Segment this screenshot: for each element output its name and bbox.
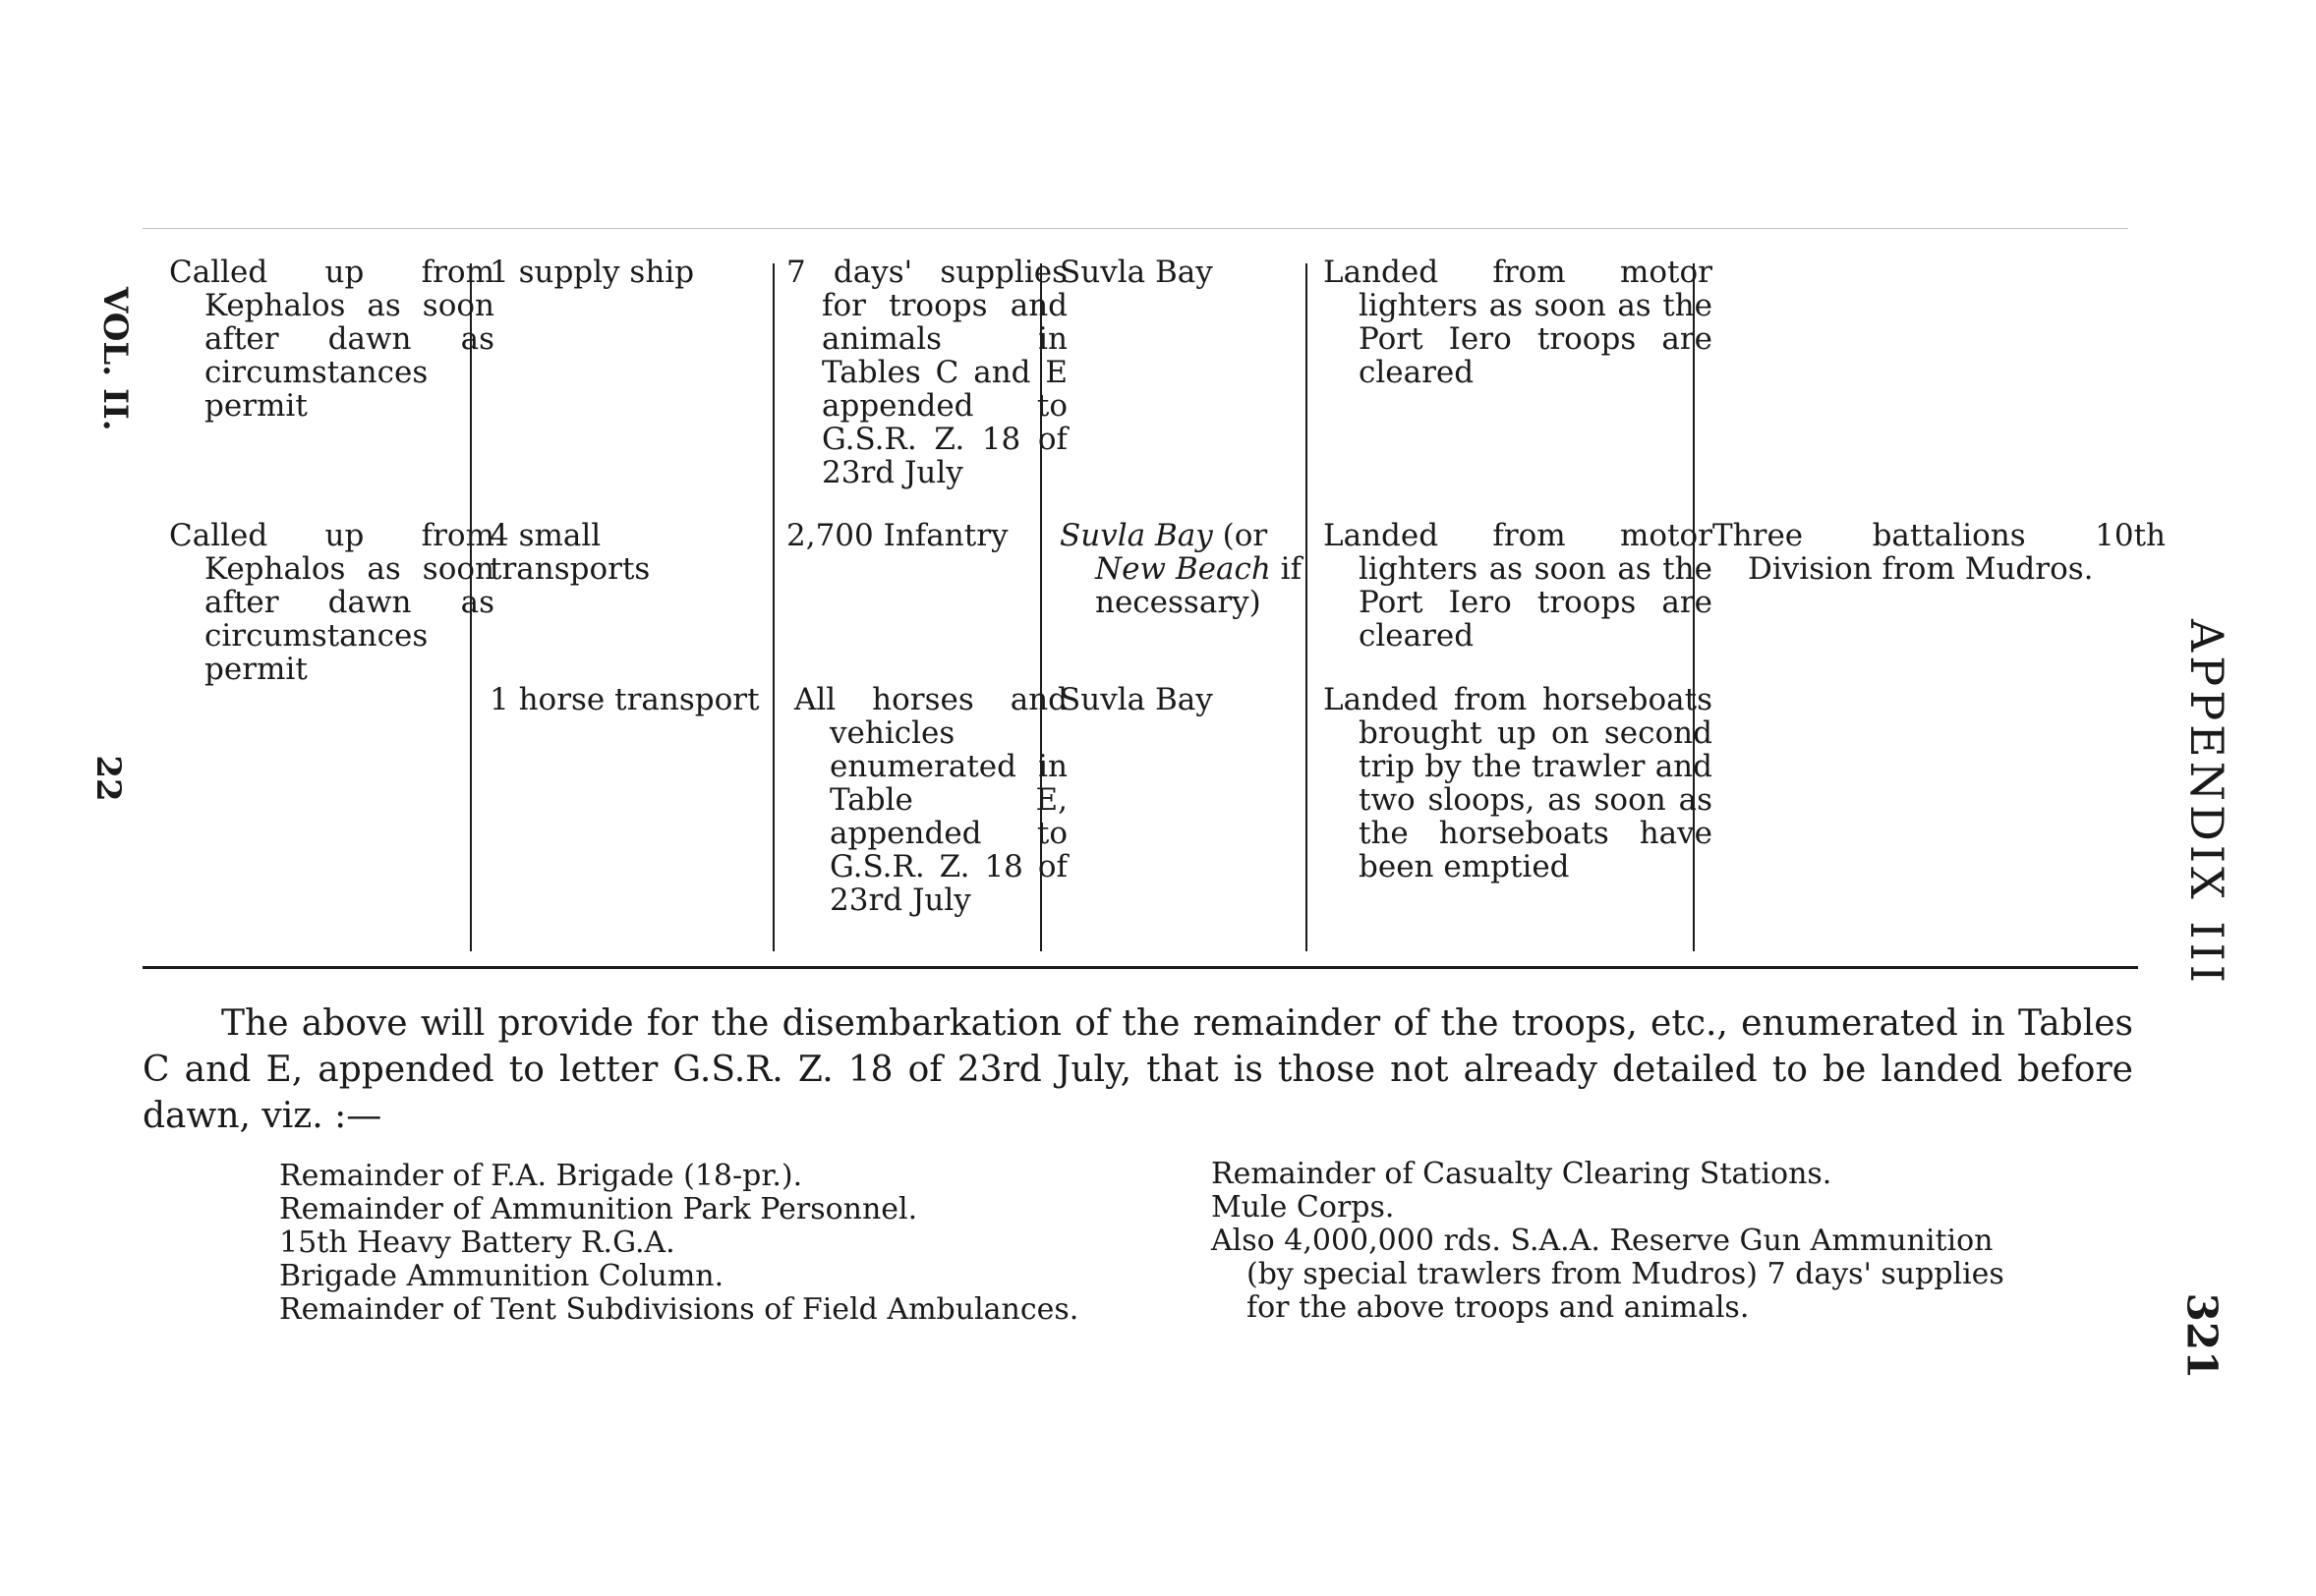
ships-cell: 4 small transports: [490, 518, 651, 587]
ships-cell: 1 supply ship: [490, 255, 695, 290]
destination-text: (or: [1212, 518, 1268, 553]
when-cell: Called up from Kephalos as soon after dawn as circumstances permit: [169, 518, 494, 687]
ships-cell: 1 horse transport: [490, 682, 760, 717]
table-top-rule: [143, 228, 2128, 229]
contents-cell: All horses and vehicles enumerated in Table E, appended to G.S.R. Z. 18 of 23rd July: [794, 682, 1068, 918]
destination-italic: New Beach: [1095, 551, 1271, 587]
destination-italic: Suvla Bay: [1060, 518, 1213, 553]
method-cell: Landed from motor lighters as soon as the Port Iero troops are cleared: [1323, 255, 1712, 390]
appendix-header: APPENDIX III: [2180, 619, 2233, 987]
list-item: Brigade Ammunition Column.: [279, 1259, 724, 1293]
body-paragraph: [143, 1000, 2133, 1139]
contents-cell: 2,700 Infantry: [786, 518, 1009, 553]
destination-text: if: [1270, 551, 1303, 587]
list-item: (by special trawlers from Mudros) 7 days' supplies: [1246, 1257, 2004, 1291]
destination-cell: Suvla Bay: [1060, 255, 1213, 290]
left-page-number: 22: [88, 755, 128, 802]
destination-cell: Suvla Bay: [1060, 682, 1213, 717]
destination-text: necessary): [1095, 585, 1261, 620]
method-cell: Landed from motor lighters as soon as the Port Iero troops are cleared: [1323, 518, 1712, 654]
list-item: Also 4,000,000 rds. S.A.A. Reserve Gun Ammunition: [1211, 1224, 1994, 1258]
list-left: [279, 1160, 1078, 1327]
table-bottom-rule: [143, 966, 2138, 969]
list-item: Remainder of Ammunition Park Personnel.: [279, 1192, 918, 1226]
column-divider: [773, 263, 775, 951]
method-cell: Landed from horseboats brought up on second trip by the trawler and two sloops, as soon as the horseboats have been emptied: [1323, 682, 1712, 884]
when-cell: Called up from Kephalos as soon after dawn as circumstances permit: [169, 255, 494, 424]
contents-cell: 7 days' supplies for troops and animals in Tables C and E appended to G.S.R. Z. 18 of 23rd July: [786, 255, 1068, 490]
paragraph-text: The above will provide for the disembarkation of the remainder of the troops, etc., enumerated in Tables C and E, appended to letter G.S.R. Z. 18 of 23rd July, that is those not already detailed to be landed before dawn, viz. :—: [143, 1003, 2133, 1136]
list-item: Mule Corps.: [1211, 1190, 1395, 1225]
list-item: Remainder of Casualty Clearing Stations.: [1211, 1157, 1832, 1191]
destination-cell: [1060, 518, 1303, 620]
list-item: Remainder of Tent Subdivisions of Field Ambulances.: [279, 1292, 1079, 1327]
right-page-number: 321: [2177, 1292, 2227, 1380]
remarks-cell: Three battalions 10th Division from Mudros.: [1712, 518, 2166, 587]
list-item: Remainder of F.A. Brigade (18-pr.).: [279, 1159, 803, 1193]
list-item: for the above troops and animals.: [1246, 1290, 1750, 1325]
volume-header: VOL. II.: [95, 287, 135, 431]
list-right: [1211, 1158, 2004, 1325]
list-item: 15th Heavy Battery R.G.A.: [279, 1226, 675, 1260]
column-divider: [1305, 263, 1307, 951]
